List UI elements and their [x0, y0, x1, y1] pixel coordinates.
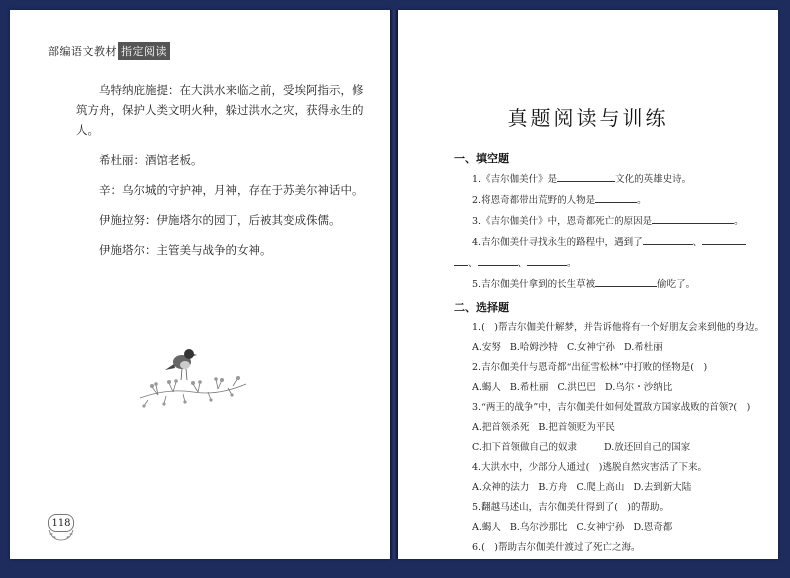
choice-options — [472, 481, 774, 494]
choice-question-stem: 4.大洪水中，少部分人通过( )逃脱自然灾害活了下来。 — [472, 462, 707, 473]
option-c[interactable]: C.女神宁孙 — [576, 522, 625, 533]
answer-blank[interactable] — [595, 277, 657, 287]
question-text: 、 — [468, 258, 478, 269]
answer-blank[interactable] — [595, 193, 637, 203]
answer-blank[interactable] — [478, 256, 518, 266]
question-text: 、 — [692, 237, 703, 248]
right-page — [398, 10, 778, 559]
option-b[interactable]: B.乌尔沙那比 — [509, 522, 568, 533]
glossary — [76, 80, 366, 270]
section-fill-blank-title: 一、填空题 — [454, 152, 509, 165]
option-b[interactable]: B.把首领贬为平民 — [538, 422, 615, 433]
question-text: 。 — [567, 258, 577, 269]
option-c[interactable]: C.女神宁孙 — [566, 342, 615, 353]
option-a[interactable]: A.众神的法力 — [472, 482, 530, 493]
fill-question — [472, 193, 774, 207]
question-text: 、 — [517, 258, 528, 269]
option-d[interactable]: D.乌尔・沙纳比 — [604, 382, 673, 393]
left-page — [10, 10, 390, 559]
option-d[interactable]: D.去到新大陆 — [633, 482, 692, 493]
question-text: 5.吉尔伽美什拿到的长生草被 — [472, 279, 596, 290]
header-highlight: 指定阅读 — [118, 42, 170, 60]
exercises — [454, 150, 774, 561]
laurel-icon — [46, 528, 76, 542]
choice-question-stem: 1.( )帮吉尔伽美什解梦，并告诉他将有一个好朋友会来到他的身边。 — [472, 322, 764, 333]
fill-question-continued — [454, 256, 774, 270]
choice-options — [472, 341, 774, 354]
question-text: 。 — [734, 216, 744, 227]
fill-question — [472, 235, 774, 249]
page-title: 真题阅读与训练 — [507, 106, 669, 130]
question-text: 偷吃了。 — [657, 279, 696, 290]
choice-question-stem: 3.“两王的战争”中，吉尔伽美什如何处置敌方国家战败的首领?( ) — [472, 402, 751, 413]
fill-question — [472, 172, 774, 186]
answer-blank[interactable] — [527, 256, 567, 266]
choice-question-stem: 5.翻越马述山，吉尔伽美什得到了( )的帮助。 — [472, 502, 669, 513]
page-header — [48, 42, 170, 60]
choice-options — [472, 521, 774, 534]
fill-question — [472, 277, 774, 291]
page-number-badge: 118 — [48, 514, 74, 532]
answer-blank[interactable] — [454, 256, 468, 266]
book-spine — [390, 10, 398, 559]
glossary-entry: 希杜丽：酒馆老板。 — [99, 153, 203, 167]
choice-question-stem: 2.吉尔伽美什与恩奇都“出征雪松林”中打败的怪物是( ) — [472, 362, 708, 373]
question-text: 文化的英雄史诗。 — [615, 174, 692, 185]
option-b[interactable]: B.哈姆沙特 — [509, 342, 558, 353]
choice-options — [472, 381, 774, 394]
section-choice-title: 二、选择题 — [454, 301, 509, 314]
question-text: 。 — [637, 195, 647, 206]
glossary-entry: 辛：乌尔城的守护神，月神，存在于苏美尔神话中。 — [99, 183, 364, 197]
option-b[interactable]: B.希杜丽 — [509, 382, 549, 393]
option-a[interactable]: A.蝎人 — [472, 382, 501, 393]
question-text: 1.《吉尔伽美什》是 — [472, 174, 558, 185]
option-a[interactable]: A.蝎人 — [472, 522, 501, 533]
glossary-entry: 伊施拉努：伊施塔尔的园丁，后被其变成侏儒。 — [99, 213, 341, 227]
glossary-entry: 乌特纳庇施提：在大洪水来临之前，受埃阿指示，修筑方舟，保护人类文明火种，躲过洪水之灾，获得永生的人。 — [76, 83, 364, 137]
answer-blank[interactable] — [702, 235, 746, 245]
choice-options — [472, 421, 774, 434]
option-d[interactable]: D.希杜丽 — [623, 342, 663, 353]
option-c[interactable]: C.洪巴巴 — [557, 382, 596, 393]
option-d[interactable]: D.放还回自己的国家 — [603, 442, 691, 453]
bird-on-branch-icon — [138, 340, 248, 410]
option-c[interactable]: C.爬上高山 — [576, 482, 625, 493]
question-text: 3.《吉尔伽美什》中，恩奇都死亡的原因是 — [472, 216, 653, 227]
answer-blank[interactable] — [652, 214, 734, 224]
answer-blank[interactable] — [643, 235, 693, 245]
fill-question — [472, 214, 774, 228]
question-text: 2.将恩奇都带出荒野的人物是 — [472, 195, 596, 206]
header-series: 部编语文教材 — [48, 45, 117, 58]
answer-blank[interactable] — [557, 172, 615, 182]
option-b[interactable]: B.方舟 — [538, 482, 568, 493]
choice-question-stem: 6.( )帮助吉尔伽美什渡过了死亡之海。 — [472, 542, 641, 553]
option-d[interactable]: D.恩奇都 — [633, 522, 673, 533]
question-text: 4.吉尔伽美什寻找永生的路程中，遇到了 — [472, 237, 643, 248]
glossary-entry: 伊施塔尔：主管美与战争的女神。 — [99, 243, 272, 257]
option-a[interactable]: A.把首领杀死 — [472, 422, 530, 433]
option-a[interactable]: A.安努 — [472, 342, 501, 353]
choice-options — [472, 441, 774, 454]
option-c[interactable]: C.扣下首领做自己的奴隶 — [472, 442, 577, 453]
